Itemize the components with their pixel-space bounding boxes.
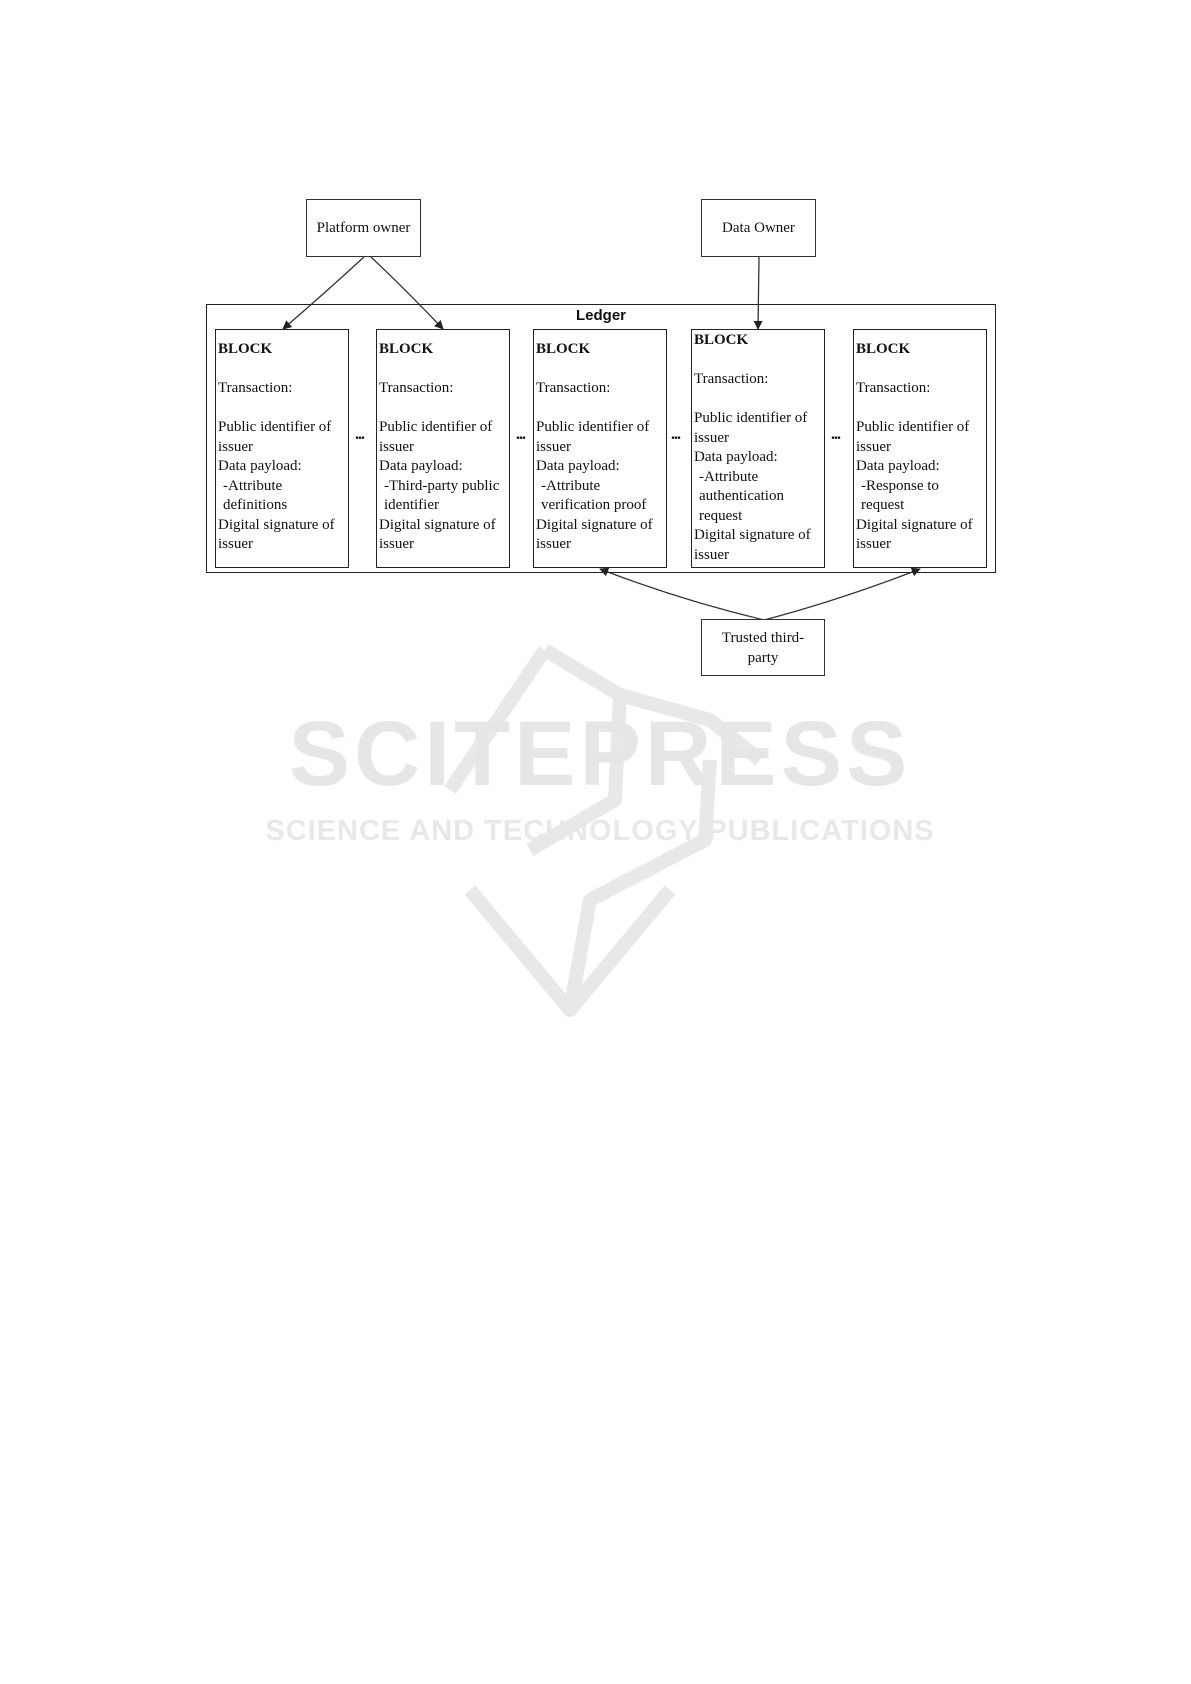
block-signature: Digital signature of issuer [694, 527, 811, 563]
block-transaction-label: Transaction: [379, 380, 454, 396]
block-payload-value: -Attribute authentication request [699, 468, 784, 524]
separator-dots: ... [831, 426, 840, 443]
block-transaction-label: Transaction: [856, 380, 931, 396]
block-payload-label: Data payload: [694, 449, 778, 465]
block-heading: BLOCK [694, 332, 749, 348]
block-transaction-label: Transaction: [694, 371, 769, 387]
block-heading: BLOCK [856, 341, 911, 357]
block-signature: Digital signature of issuer [218, 516, 335, 552]
arrow-ttp-to-block-5 [764, 569, 920, 620]
sciencepress-watermark [150, 640, 1050, 1060]
watermark-brand: SCITEPRESS [288, 703, 912, 805]
block-payload-value: -Attribute definitions [223, 477, 288, 513]
block-public-identifier: Public identifier of issuer [536, 419, 650, 455]
block-public-identifier: Public identifier of issuer [379, 419, 493, 455]
block-1 [215, 329, 349, 568]
separator-dots: ... [671, 426, 680, 443]
ledger-title: Ledger [575, 307, 626, 324]
block-public-identifier: Public identifier of issuer [856, 419, 970, 455]
block-signature: Digital signature of issuer [856, 516, 973, 552]
block-2 [376, 329, 510, 568]
block-signature: Digital signature of issuer [536, 516, 653, 552]
block-signature: Digital signature of issuer [379, 516, 496, 552]
block-payload-value: -Response to request [861, 477, 939, 513]
block-payload-label: Data payload: [536, 458, 620, 474]
block-transaction-label: Transaction: [536, 380, 611, 396]
trusted-third-party-node [701, 619, 825, 676]
trusted-third-party-label: Trusted third-party [721, 629, 805, 666]
separator-dots: ... [355, 426, 364, 443]
platform-owner-label: Platform owner [316, 220, 411, 236]
arrow-ttp-to-block-3 [600, 569, 764, 620]
block-heading: BLOCK [536, 341, 591, 357]
platform-owner-node [306, 199, 421, 257]
data-owner-node [701, 199, 816, 257]
watermark-tagline: SCIENCE AND TECHNOLOGY PUBLICATIONS [265, 815, 935, 847]
block-heading: BLOCK [379, 341, 434, 357]
block-payload-label: Data payload: [379, 458, 463, 474]
block-public-identifier: Public identifier of issuer [218, 419, 332, 455]
block-3 [533, 329, 667, 568]
block-payload-label: Data payload: [856, 458, 940, 474]
block-payload-label: Data payload: [218, 458, 302, 474]
block-public-identifier: Public identifier of issuer [694, 410, 808, 446]
block-transaction-label: Transaction: [218, 380, 293, 396]
block-5 [853, 329, 987, 568]
block-4 [691, 329, 825, 568]
block-payload-value: -Third-party public identifier [384, 477, 500, 513]
block-payload-value: -Attribute verification proof [541, 477, 647, 513]
data-owner-label: Data Owner [722, 220, 795, 236]
block-heading: BLOCK [218, 341, 273, 357]
separator-dots: ... [516, 426, 525, 443]
